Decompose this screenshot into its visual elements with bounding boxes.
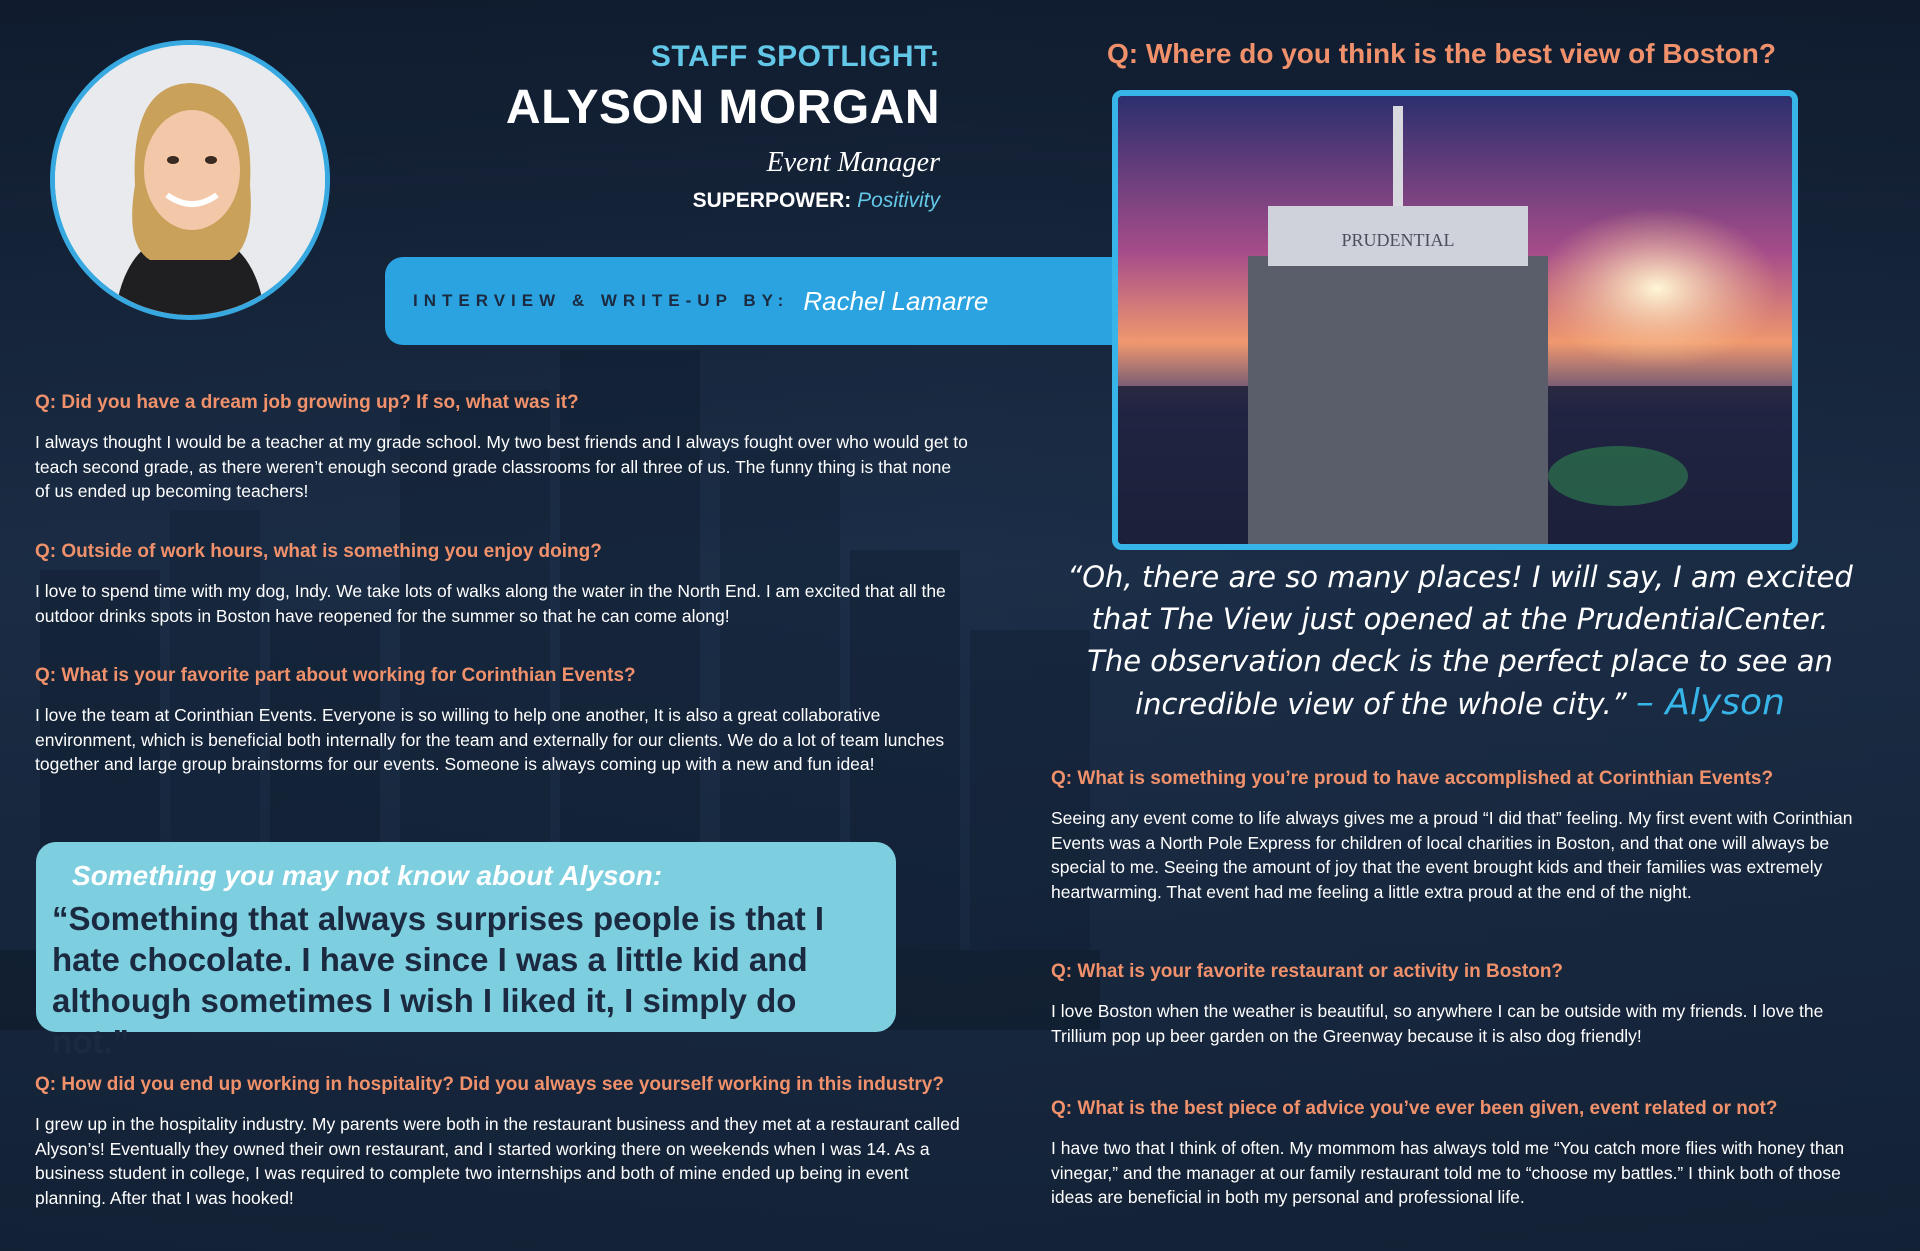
left-answer-4: I grew up in the hospitality industry. My parents were both in the restaurant business and they met at a restaurant called Alyson’s! Eventually they owned their own restaurant, and I started working there on weekends when I was 14. As a business student in college, I was required to complete two internships and both of mine ended up being in event planning. After that I was hooked!: [35, 1114, 960, 1208]
interview-byline: [385, 257, 1145, 345]
left-answer-1: I always thought I would be a teacher at my grade school. My two best friends and I always fought over who would get to teach second grade, as there weren’t enough second grade classrooms for all three of us. The funny thing is that none of us ended up becoming teachers!: [35, 432, 968, 501]
tower-sign-text: PRUDENTIAL: [1341, 230, 1455, 250]
superpower-label: SUPERPOWER:: [692, 189, 852, 212]
person-portrait-icon: [55, 45, 325, 315]
spotlight-header: [400, 40, 940, 213]
staff-name: ALYSON MORGAN: [505, 81, 940, 134]
left-question-2: Q: Outside of work hours, what is something you enjoy doing?: [35, 541, 602, 562]
spotlight-kicker: STAFF SPOTLIGHT:: [650, 40, 940, 73]
skyscraper-image-icon: [1118, 96, 1792, 544]
right-question-1: Q: What is something you’re proud to have accomplished at Corinthian Events?: [1051, 768, 1774, 789]
view-quote-signature: – Alyson: [1635, 682, 1785, 723]
left-question-3: Q: What is your favorite part about working for Corinthian Events?: [35, 665, 636, 686]
prudential-tower-photo: [1112, 90, 1798, 550]
profile-photo: [50, 40, 330, 320]
staff-role: Event Manager: [766, 147, 940, 178]
right-answer-2: I love Boston when the weather is beautiful, so anywhere I can be outside with my friends. I love the Trillium pop up beer garden on the Greenway because it is also dog friendly!: [1051, 1001, 1824, 1046]
right-answer-1: Seeing any event come to life always gives me a proud “I did that” feeling. My first event with Corinthian Events was a North Pole Express for children of local charities in Boston, and that one will always be special to me. Seeing the amount of joy that the event brought kids and their families was extremely heartwarming. That event had me feeling a little extra proud at the end of the night.: [1051, 808, 1853, 902]
left-question-1: Q: Did you have a dream job growing up? If so, what was it?: [35, 392, 579, 413]
left-question-4: Q: How did you end up working in hospitality? Did you always see yourself working in this industry?: [35, 1074, 944, 1095]
view-quote-text: “Oh, there are so many places! I will say, I am excited that The View just opened at the PrudentialCenter. The observation deck is the perfect place to see an incredible view of the whole city.”: [1067, 560, 1853, 721]
fun-fact-callout: [36, 842, 896, 1060]
view-question: Q: Where do you think is the best view of Boston?: [1107, 38, 1776, 69]
superpower-line: [400, 189, 940, 213]
byline-author: Rachel Lamarre: [803, 285, 989, 316]
right-answer-3: I have two that I think of often. My mommom has always told me “You catch more flies with honey than vinegar,” and the manager at our family restaurant told me to “choose my battles.” I think both of those ideas are beneficial in both my personal and professional life.: [1051, 1138, 1845, 1207]
fun-fact-quote: “Something that always surprises people is that I hate chocolate. I have since I was a little kid and although sometimes I wish I liked it, I simply do not.”: [52, 900, 825, 1060]
left-answer-2: I love to spend time with my dog, Indy. We take lots of walks along the water in the North End. I am excited that all the outdoor drinks spots in Boston have reopened for the summer so that he can come along!: [35, 581, 946, 626]
byline-label: INTERVIEW & WRITE-UP BY:: [413, 291, 790, 310]
superpower-value: Positivity: [857, 189, 940, 212]
right-question-2: Q: What is your favorite restaurant or activity in Boston?: [1051, 961, 1564, 982]
fun-fact-title: Something you may not know about Alyson:: [72, 860, 663, 891]
view-answer-quote: [1060, 556, 1860, 725]
left-answer-3: I love the team at Corinthian Events. Everyone is so willing to help one another, It is also a great collaborative environment, which is beneficial both internally for the team and externally for our clients. We do a lot of team lunches together and large group brainstorms for our events. Someone is always coming up with a new and fun idea!: [35, 705, 945, 774]
right-question-3: Q: What is the best piece of advice you’ve ever been given, event related or not?: [1051, 1098, 1778, 1119]
